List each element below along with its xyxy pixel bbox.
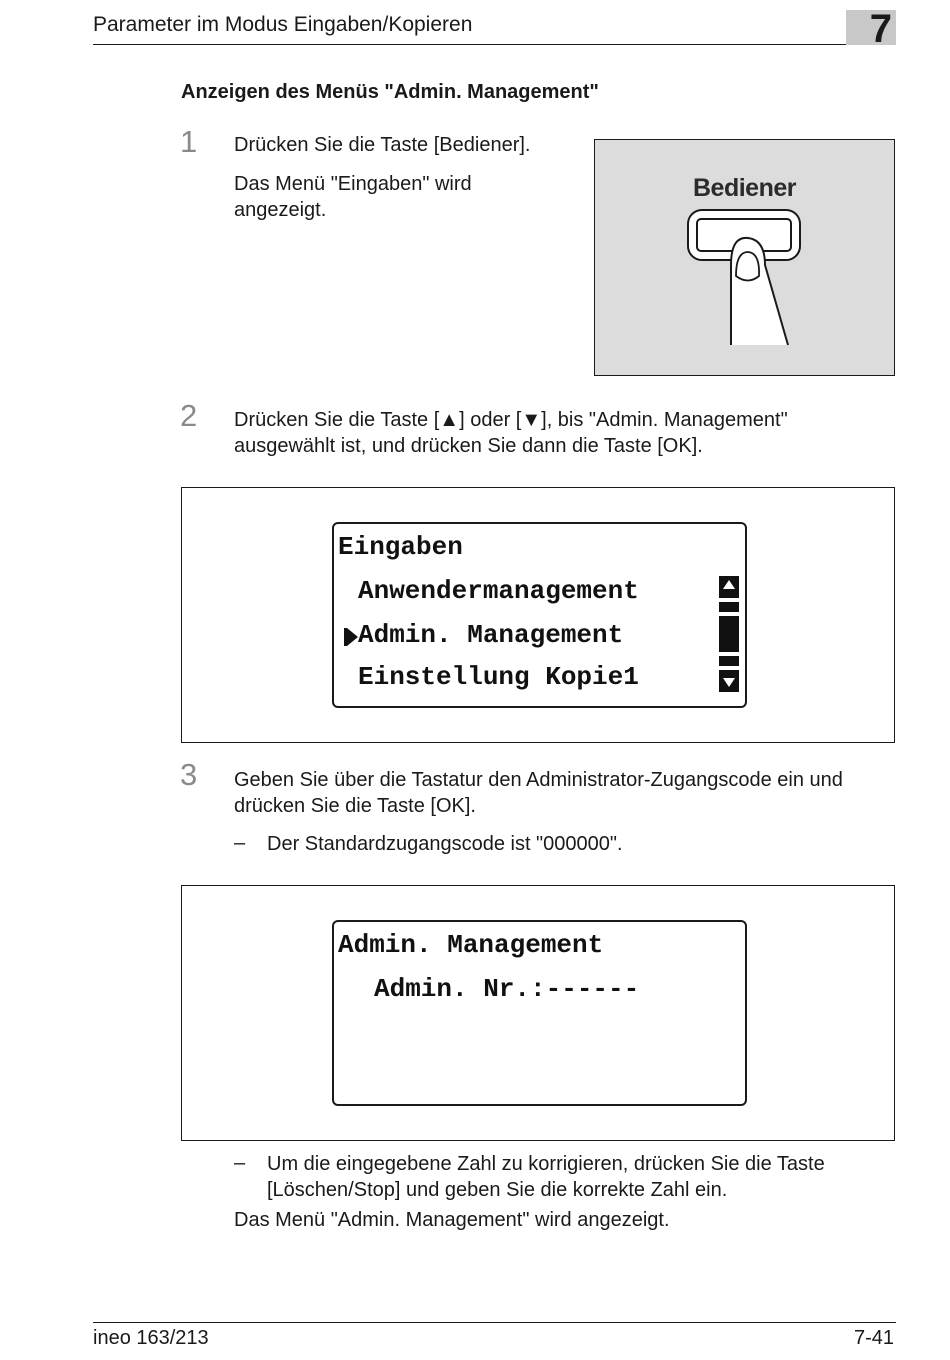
step-1-note-line1: Das Menü "Eingaben" wird	[234, 173, 472, 195]
lcd-menu-item: Einstellung Kopie1	[358, 662, 639, 692]
step-2-line2: ausgewählt ist, und drücken Sie dann die Taste [OK].	[234, 435, 703, 457]
result-text: Das Menü "Admin. Management" wird angezeigt.	[234, 1209, 670, 1231]
step-2-line1: Drücken Sie die Taste [▲] oder [▼], bis "Admin. Management"	[234, 409, 788, 431]
lcd-screen	[332, 522, 747, 708]
lcd-menu-item-selected: Admin. Management	[358, 620, 624, 650]
display-panel-eingaben	[181, 487, 895, 743]
step-2-number: 2	[180, 398, 198, 433]
scrollbar-icon	[719, 576, 739, 696]
page-header-title: Parameter im Modus Eingaben/Kopieren	[93, 13, 473, 36]
lcd-title: Admin. Management	[338, 930, 604, 960]
step-3-bullet: Der Standardzugangscode ist "000000".	[267, 833, 623, 855]
header-rule	[93, 44, 896, 45]
footer-page-number: 7-41	[853, 1327, 894, 1349]
step-1-note-line2: angezeigt.	[234, 199, 327, 221]
footer-rule	[93, 1322, 896, 1323]
step-1-text: Drücken Sie die Taste [Bediener].	[234, 134, 531, 156]
lcd-menu-item: Anwendermanagement	[358, 576, 639, 606]
section-heading: Anzeigen des Menüs "Admin. Management"	[181, 81, 599, 103]
correction-note-line1: Um die eingegebene Zahl zu korrigieren, drücken Sie die Taste	[267, 1153, 825, 1175]
bullet-dash: –	[234, 832, 246, 854]
lcd-admin-number-field: Admin. Nr.:------	[374, 974, 640, 1004]
finger-press-icon	[595, 140, 894, 375]
correction-note-line2: [Löschen/Stop] und geben Sie die korrekte Zahl ein.	[267, 1179, 728, 1201]
lcd-screen	[332, 920, 747, 1106]
step-3-line1: Geben Sie über die Tastatur den Administrator-Zugangscode ein und	[234, 769, 843, 791]
lcd-title: Eingaben	[338, 532, 463, 562]
step-3-line2: drücken Sie die Taste [OK].	[234, 795, 476, 817]
display-panel-admin	[181, 885, 895, 1141]
footer-model: ineo 163/213	[93, 1327, 209, 1349]
chapter-number: 7	[869, 7, 892, 51]
step-3-number: 3	[180, 757, 198, 792]
step-1-number: 1	[180, 124, 198, 159]
bullet-dash: –	[234, 1152, 246, 1174]
bediener-button-illustration	[594, 139, 895, 376]
selection-cursor-icon	[343, 627, 359, 647]
bediener-button-label: Bediener	[693, 174, 796, 202]
